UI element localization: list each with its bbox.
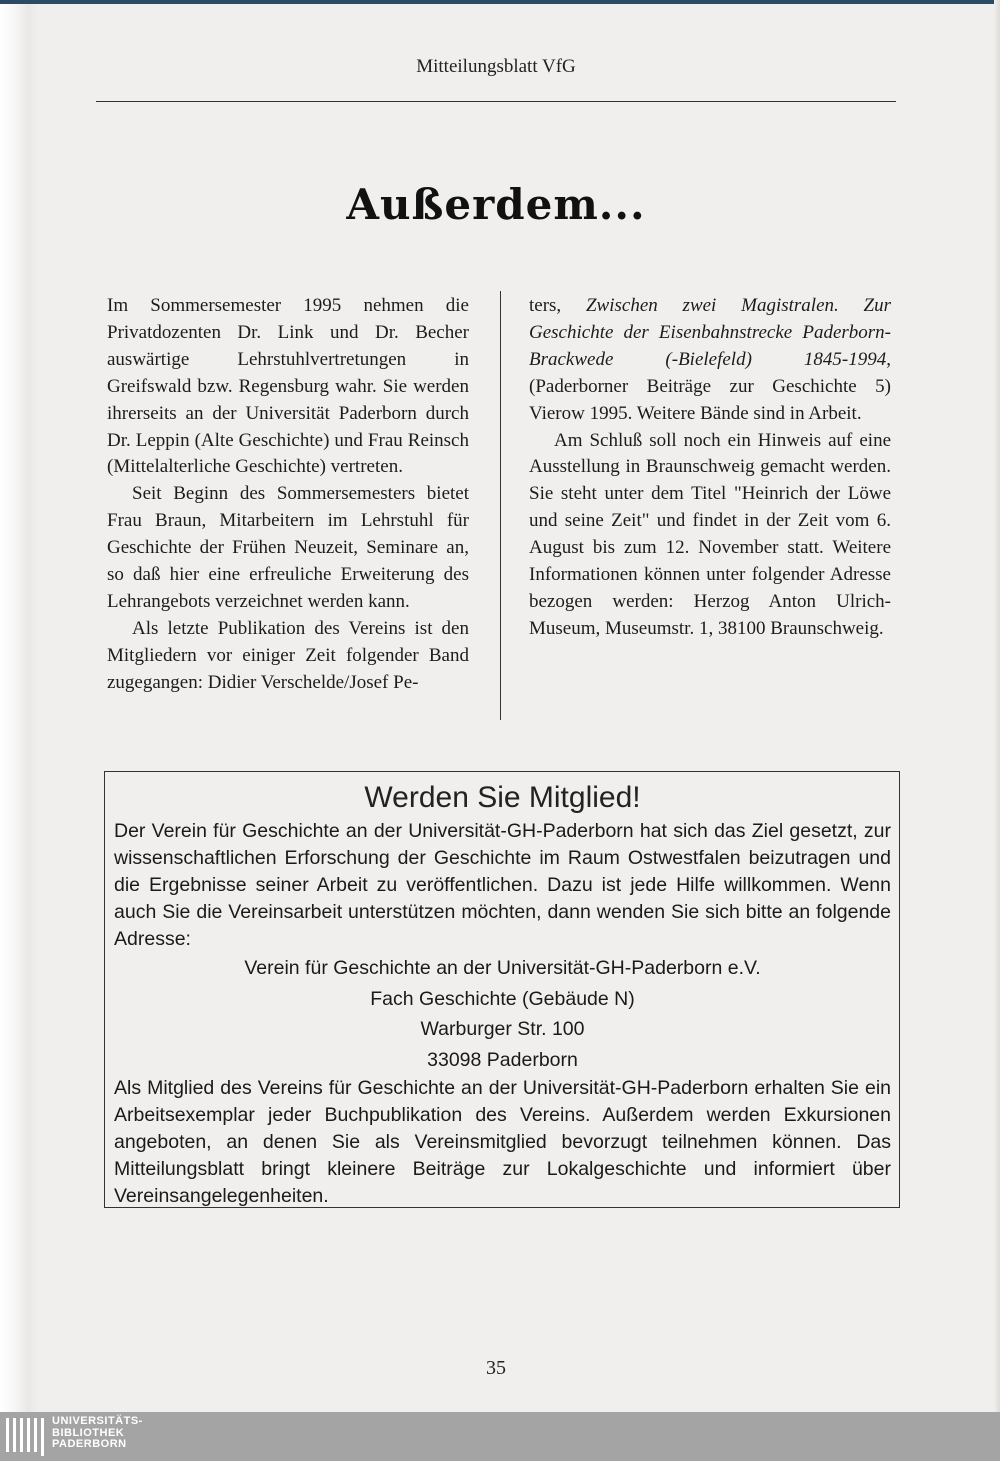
article-title: Außerdem... (346, 180, 646, 229)
paragraph: Im Sommersemester 1995 nehmen die Privatdozenten Dr. Link und Dr. Becher auswärtige Lehrstuhlvertretungen in Greifswald bzw. Regensburg wahr. Sie werden ihrerseits an der Universität Paderborn durch Dr. Leppin (Alte Geschichte) und Frau Reinsch (Mittelalterliche Geschichte) vertreten. (107, 295, 469, 478)
paragraph: Am Schluß soll noch ein Hinweis auf eine Ausstellung in Braunschweig gemacht werden. Sie steht unter dem Titel "Heinrich der Löwe und seine Zeit" und findet in der Zeit vom 6. August bis zum 12. November statt. Weitere Informationen können unter folgender Adresse bezogen werden: Herzog Anton Ulrich-Museum, Museumstr. 1, 38100 Braunschweig. (529, 429, 891, 639)
membership-heading: Werden Sie Mitglied! (364, 781, 641, 814)
library-name-line: UNIVERSITÄTS- (52, 1415, 143, 1427)
column-divider (500, 291, 501, 720)
membership-closing: Als Mitglied des Vereins für Geschichte an der Universität-GH-Paderborn erhalten Sie ein Arbeitsexemplar jeder Buchpublikation des Vereins. Außerdem werden Exkursionen angeboten, an denen Sie als Vereinsmitglied bevorzugt teilnehmen können. Das Mitteilungsblatt bringt kleinere Beiträge zur Lokalgeschichte und informiert über Vereinsangelegenheiten. (114, 1077, 891, 1207)
library-name (52, 1416, 143, 1451)
membership-intro: Der Verein für Geschichte an der Universität-GH-Paderborn hat sich das Ziel gesetzt, zur wissenschaftlichen Erforschung der Geschichte im Raum Ostwestfalen beizutragen und die Ergebnisse seiner Arbeit zu veröffentlichen. Dazu ist jede Hilfe willkommen. Wenn auch Sie die Vereinsarbeit unterstützen möchten, dann wenden Sie sich bitte an folgende Adresse: (114, 820, 891, 950)
address-line: Fach Geschichte (Gebäude N) (370, 987, 635, 1010)
paragraph: Als letzte Publikation des Vereins ist den Mitgliedern vor einiger Zeit folgender Band zugegangen: Didier Verschelde/Josef Pe- (107, 617, 469, 693)
address-line: Warburger Str. 100 (420, 1018, 585, 1040)
page-number: 35 (486, 1357, 506, 1379)
page-right-edge (994, 0, 1000, 1412)
library-name-line: BIBLIOTHEK (52, 1426, 125, 1439)
library-name-line: PADERBORN (52, 1438, 127, 1450)
binding-shadow (0, 0, 38, 1412)
book-title: Zwischen zwei Magistralen. Zur Geschichte der Eisenbahnstrecke Paderborn-Brackwede (-Bielefeld) 1845-1994 (529, 295, 892, 370)
library-barcode-logo-icon (4, 1418, 46, 1456)
paragraph (529, 293, 891, 428)
address-line: 33098 Paderborn (427, 1048, 578, 1071)
address-line: Verein für Geschichte an der Universität-GH-Paderborn e.V. (244, 957, 761, 979)
book-details: , (Paderborner Beiträge zur Geschichte 5) Vierow 1995. Weitere Bände sind in Arbeit. (529, 348, 891, 424)
membership-box (104, 771, 900, 1208)
book-prefix: ters, (529, 295, 586, 316)
library-footer (0, 1412, 1000, 1461)
running-header: Mitteilungsblatt VfG (416, 56, 576, 77)
paragraph: Seit Beginn des Sommersemesters bietet Frau Braun, Mitarbeitern im Lehrstuhl für Geschichte der Frühen Neuzeit, Seminare an, so daß hier eine erfreuliche Erweiterung des Lehrangebots verzeichnet werden kann. (107, 483, 469, 612)
left-column (107, 293, 469, 697)
right-column (529, 293, 891, 643)
header-rule (96, 101, 896, 102)
scan-top-border (0, 0, 1000, 4)
